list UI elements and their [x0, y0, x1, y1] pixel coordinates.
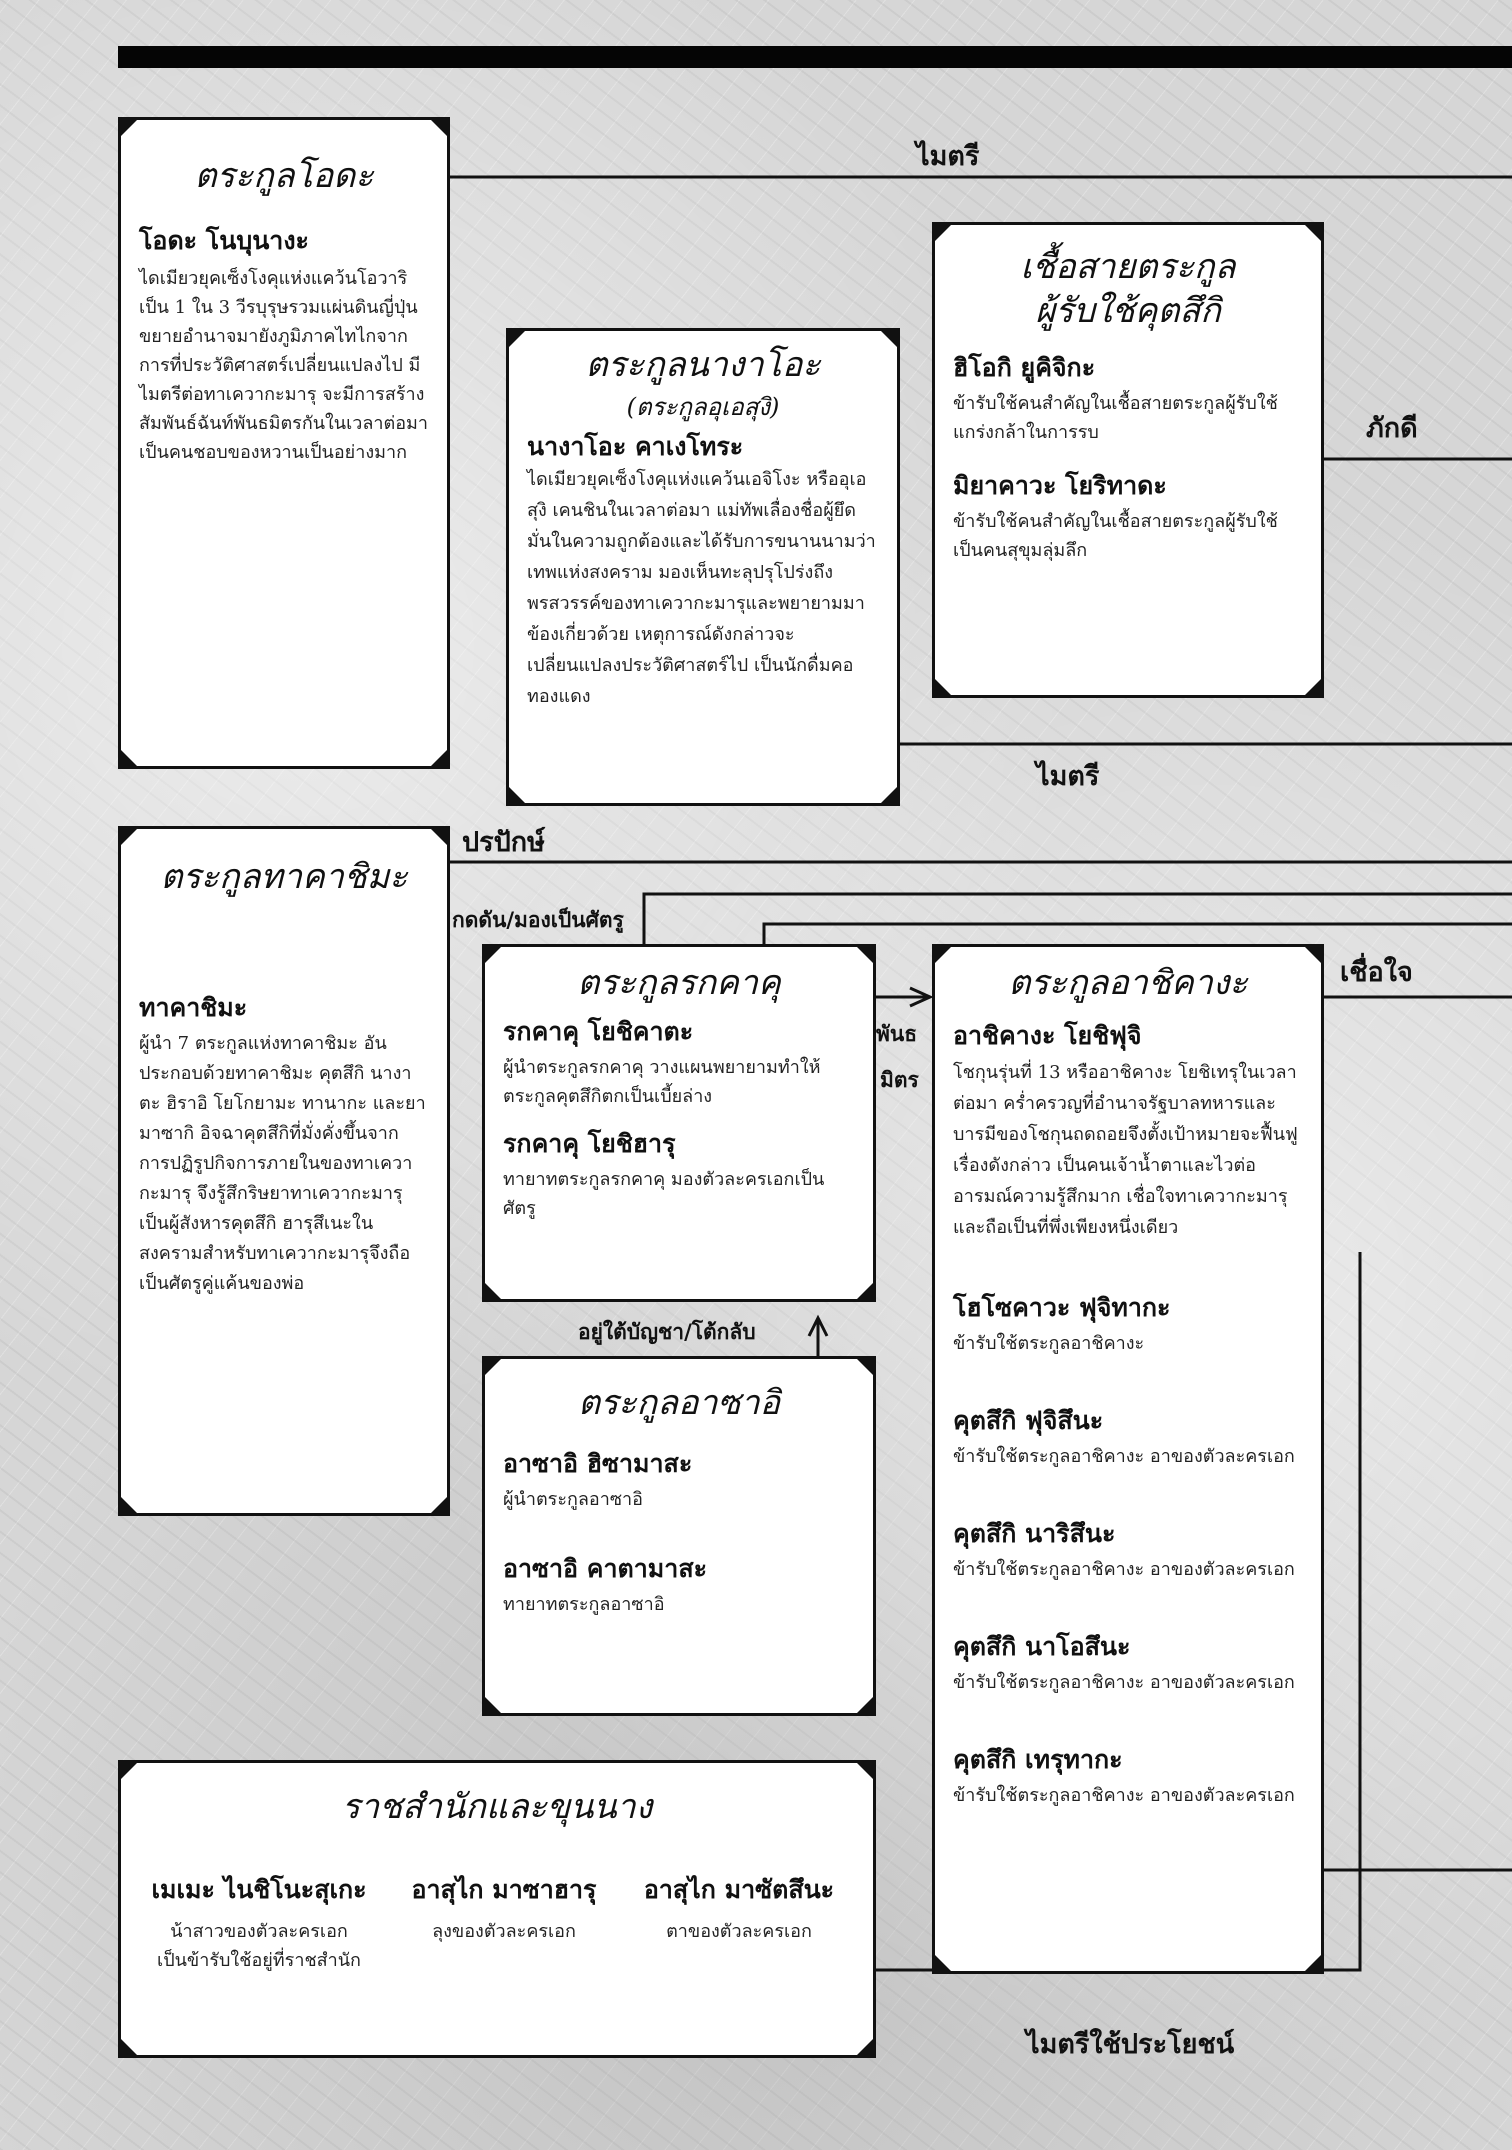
line-rokkaku-kotdan: [644, 894, 1512, 948]
oda-clan-box: [118, 117, 450, 769]
person-desc: ไดเมียวยุคเซ็งโงคุแห่งแคว้นเอจิโงะ หรืออุเอสุงิ เคนชินในเวลาต่อมา แม่ทัพเลื่องชื่อผู้ยึดมั่นในความถูกต้องและได้รับการขนานนามว่าเทพแห่งสงคราม มองเห็นทะลุปรุโปร่งถึงพรสวรรค์ของทาเควากะมารุและพยายามมาข้องเกี่ยวด้วย เหตุการณ์ดังกล่าวจะเปลี่ยนแปลงประวัติศาสตร์ไป เป็นนักดื่มคอทองแดง: [527, 469, 876, 707]
court-member: [621, 1873, 857, 1946]
person-name: คุตสึกิ นาโอสึนะ: [953, 1632, 1131, 1661]
person-desc: ข้ารับใช้ตระกูลอาชิคางะ: [953, 1333, 1145, 1354]
rokkaku-clan-box: [482, 944, 876, 1302]
person-name: มิยาคาวะ โยริทาดะ: [953, 471, 1167, 500]
person-desc: ทายาทตระกูลอาซาอิ: [503, 1594, 665, 1615]
person-desc: โชกุนรุ่นที่ 13 หรืออาชิคางะ โยชิเทรุในเวลาต่อมา คร่ำครวญที่อำนาจรัฐบาลทหารและบารมีของโชกุนถดถอยจึงตั้งเป้าหมายจะฟื้นฟูเรื่องดังกล่าว เป็นคนเจ้าน้ำตาและไวต่ออารมณ์ความรู้สึกมาก เชื่อใจทาเควากะมารุและถือเป็นที่พึ่งเพียงหนึ่งเดียว: [953, 1062, 1298, 1238]
azai-clan-title: ตระกูลอาซาอิ: [577, 1383, 781, 1423]
relation-label-phanthamit-1: พันธ: [876, 1022, 918, 1046]
servants-clan-box: [932, 222, 1324, 698]
rokkaku-clan-title: ตระกูลรกคาคุ: [577, 963, 781, 1003]
ashikaga-clan-box: [932, 944, 1324, 1974]
person-name: นางาโอะ คาเงโทระ: [527, 432, 744, 461]
person-name: คุตสึกิ ฟุจิสึนะ: [953, 1406, 1104, 1435]
nagao-clan-box: [506, 328, 900, 806]
person-name: อาชิคางะ โยชิฟุจิ: [953, 1021, 1142, 1050]
relation-label-prapak: ปรปักษ์: [462, 827, 545, 858]
person-desc: ข้ารับใช้ตระกูลอาชิคางะ อาของตัวละครเอก: [953, 1446, 1295, 1467]
relation-label-kotdan: กดดัน/มองเป็นศัตรู: [452, 908, 624, 932]
relation-label-yutai: อยู่ใต้บัญชา/โต้กลับ: [578, 1320, 756, 1344]
person-name: อาสุไก มาซาฮารุ: [411, 1875, 597, 1904]
relation-label-chuajai: เชื่อใจ: [1340, 957, 1413, 988]
person-desc: ทายาทตระกูลรกคาคุ มองตัวละครเอกเป็นศัตรู: [503, 1169, 825, 1219]
person-name: รกคาคุ โยชิฮารุ: [503, 1129, 676, 1158]
person-name: อาซาอิ ฮิซามาสะ: [503, 1449, 693, 1478]
person-desc: ผู้นำตระกูลอาซาอิ: [503, 1489, 643, 1510]
person-desc: ผู้นำตระกูลรกคาคุ วางแผนพยายามทำให้ตระกูลคุตสึกิตกเป็นเบี้ยล่าง: [503, 1057, 821, 1107]
relation-label-phakdi: ภักดี: [1366, 413, 1418, 444]
person-desc: ไดเมียวยุคเซ็งโงคุแห่งแคว้นโอวาริ เป็น 1 ใน 3 วีรบุรุษรวมแผ่นดินญี่ปุ่น ขยายอำนาจมายังภูมิภาคไทไกจากการที่ประวัติศาสตร์เปลี่ยนแปลงไป มีไมตรีต่อทาเควากะมารุ จะมีการสร้างสัมพันธ์ฉันท์พันธมิตรกันในเวลาต่อมา เป็นคนชอบของหวานเป็นอย่างมาก: [139, 268, 428, 463]
court-title: ราชสำนักและขุนนาง: [341, 1787, 653, 1827]
servants-clan-title: เชื้อสายตระกูล: [1020, 247, 1236, 287]
person-name: โอดะ โนบุนางะ: [139, 226, 309, 255]
servants-clan-title-2: ผู้รับใช้คุตสึกิ: [1035, 291, 1221, 331]
person-name: อาซาอิ คาตามาสะ: [503, 1554, 708, 1583]
person-name: คุตสึกิ เทรุทากะ: [953, 1745, 1123, 1774]
person-desc: ผู้นำ 7 ตระกูลแห่งทาคาชิมะ อันประกอบด้วยทาคาชิมะ คุตสึกิ นางาตะ ฮิราอิ โยโกยามะ ทานากะ และยามาซากิ อิจฉาคุตสึกิที่มั่งคั่งขึ้นจากการปฏิรูปกิจการภายในของทาเควากะมารุ จึงรู้สึกริษยาทาเควากะมารุเป็นผู้สังหารคุตสึกิ ฮารุสึเนะในสงครามสำหรับทาเควากะมารุจึงถือเป็นศัตรูคู่แค้นของพ่อ: [139, 1033, 426, 1294]
relation-label-phanthamit-2: มิตร: [880, 1068, 919, 1092]
person-desc: เป็นข้ารับใช้อยู่ที่ราชสำนัก: [157, 1950, 361, 1971]
takashima-clan-box: [118, 826, 450, 1516]
person-name: เมเมะ ไนชิโนะสุเกะ: [151, 1875, 367, 1904]
person-desc: น้าสาวของตัวละครเอก: [170, 1921, 348, 1942]
oda-clan-title: ตระกูลโอดะ: [194, 156, 374, 196]
person-name: ฮิโอกิ ยูคิจิกะ: [953, 353, 1096, 382]
relation-label-maitri-mid: ไมตรี: [1036, 761, 1100, 792]
person-name: ทาคาชิมะ: [139, 993, 248, 1022]
takashima-clan-title: ตระกูลทาคาชิมะ: [160, 857, 408, 897]
person-name: คุตสึกิ นาริสึนะ: [953, 1519, 1116, 1548]
person-name: อาสุไก มาซัตสึนะ: [643, 1875, 835, 1904]
ashikaga-clan-title: ตระกูลอาชิคางะ: [1008, 963, 1248, 1003]
person-desc: ข้ารับใช้ตระกูลอาชิคางะ อาของตัวละครเอก: [953, 1672, 1295, 1693]
person-desc: ข้ารับใช้คนสำคัญในเชื้อสายตระกูลผู้รับใช้ แกร่งกล้าในการรบ: [953, 393, 1278, 443]
relation-label-maitri-top: ไมตรี: [916, 141, 980, 172]
person-name: รกคาคุ โยชิคาตะ: [503, 1017, 694, 1046]
azai-clan-box: [482, 1356, 876, 1716]
person-desc: ตาของตัวละครเอก: [666, 1921, 812, 1942]
person-name: โฮโซคาวะ ฟุจิทากะ: [953, 1293, 1171, 1322]
relation-label-maitri-bottom: ไมตรีใช้ประโยชน์: [1026, 2029, 1235, 2060]
court-member: [399, 1873, 609, 1946]
person-desc: ลุงของตัวละครเอก: [432, 1921, 576, 1942]
nagao-clan-subtitle: (ตระกูลอุเอสุงิ): [626, 393, 780, 421]
person-desc: ข้ารับใช้คนสำคัญในเชื้อสายตระกูลผู้รับใช้ เป็นคนสุขุมลุ่มลึก: [953, 511, 1278, 561]
nagao-clan-title: ตระกูลนางาโอะ: [585, 345, 821, 385]
court-box: [118, 1760, 876, 2058]
person-desc: ข้ารับใช้ตระกูลอาชิคางะ อาของตัวละครเอก: [953, 1559, 1295, 1580]
person-desc: ข้ารับใช้ตระกูลอาชิคางะ อาของตัวละครเอก: [953, 1785, 1295, 1806]
court-member: [139, 1873, 379, 1975]
